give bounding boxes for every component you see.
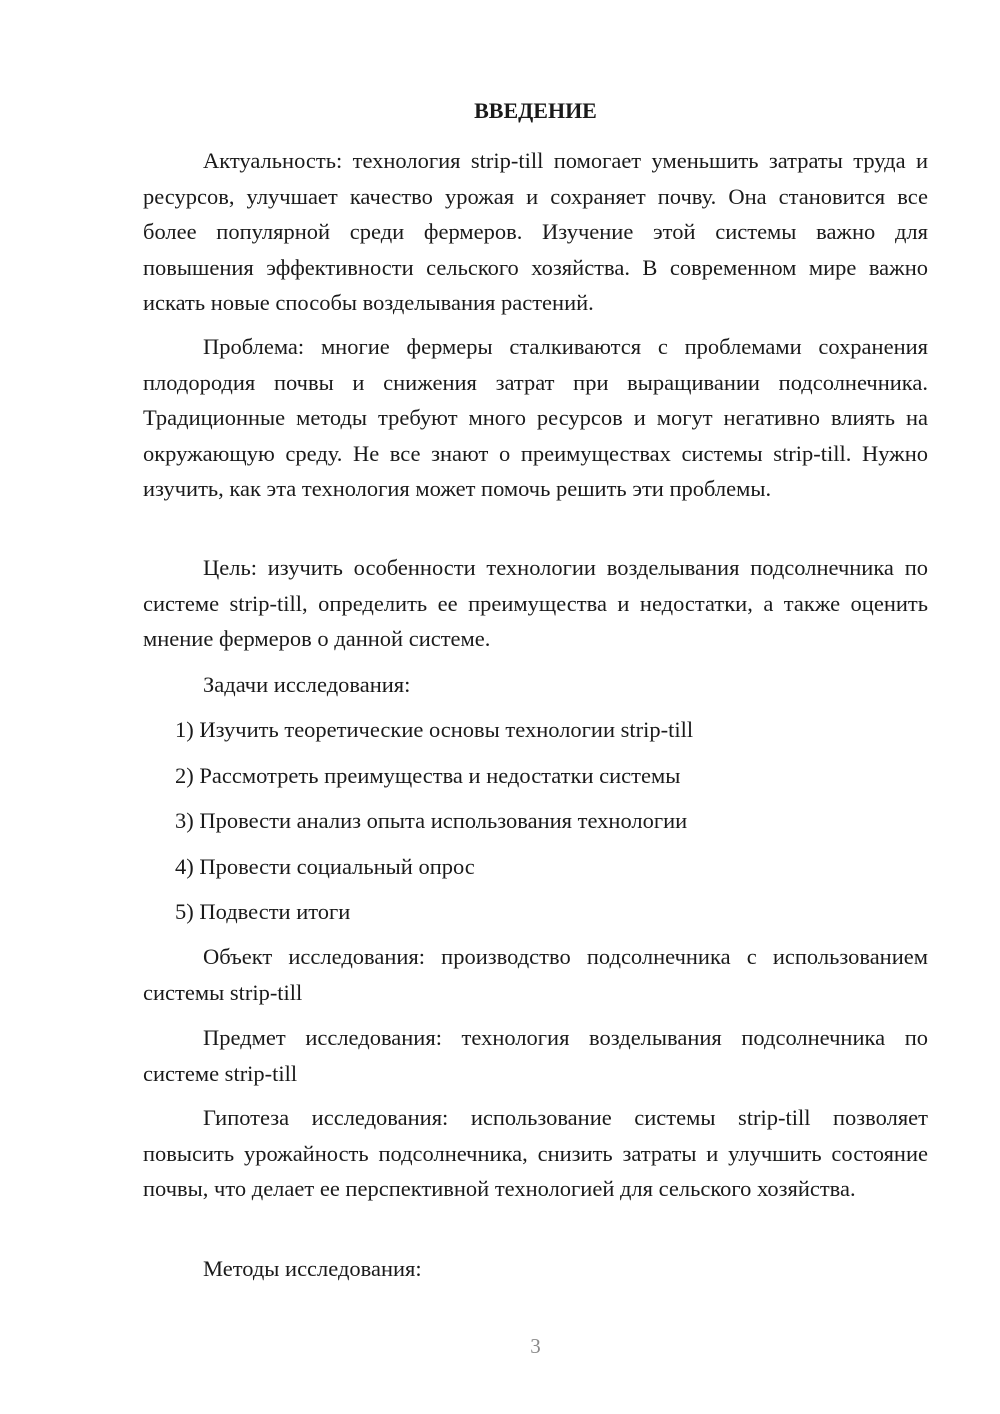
list-item: 4) Провести социальный опрос: [175, 854, 475, 879]
problem-paragraph: Проблема: многие фермеры сталкиваются с проблемами сохранения плодородия почвы и снижения затрат при выращивании подсолнечника. Традиционные методы требуют много ресурсов и могут негативно влиять на окружающую среду. Не все знают о преимуществах системы strip-till. Нужно изучить, как эта технология может помочь решить эти проблемы.: [143, 334, 928, 501]
list-item: 5) Подвести итоги: [175, 899, 351, 924]
page-title: ВВЕДЕНИЕ: [474, 98, 597, 123]
hypothesis-paragraph: Гипотеза исследования: использование системы strip-till позволяет повысить урожайность подсолнечника, снизить затраты и улучшить состояние почвы, что делает ее перспективной технологией для сельского хозяйства.: [143, 1105, 928, 1201]
methods-heading: Методы исследования:: [203, 1256, 422, 1281]
goal-paragraph: Цель: изучить особенности технологии возделывания подсолнечника по системе strip-till, определить ее преимущества и недостатки, а также оценить мнение фермеров о данной системе.: [143, 555, 928, 651]
list-item: 1) Изучить теоретические основы технологии strip-till: [175, 717, 694, 742]
list-item: 2) Рассмотреть преимущества и недостатки системы: [175, 763, 681, 788]
relevance-paragraph: Актуальность: технология strip-till помогает уменьшить затраты труда и ресурсов, улучшает качество урожая и сохраняет почву. Она становится все более популярной среди фермеров. Изучение этой системы важно для повышения эффективности сельского хозяйства. В современном мире важно искать новые способы возделывания растений.: [143, 148, 928, 315]
list-item: 3) Провести анализ опыта использования технологии: [175, 808, 688, 833]
subject-paragraph: Предмет исследования: технология возделывания подсолнечника по системе strip-till: [143, 1025, 928, 1086]
page-number: 3: [530, 1334, 541, 1358]
object-paragraph: Объект исследования: производство подсолнечника с использованием системы strip-till: [143, 944, 928, 1005]
document-page: [143, 0, 928, 1414]
tasks-heading: Задачи исследования:: [203, 672, 411, 697]
